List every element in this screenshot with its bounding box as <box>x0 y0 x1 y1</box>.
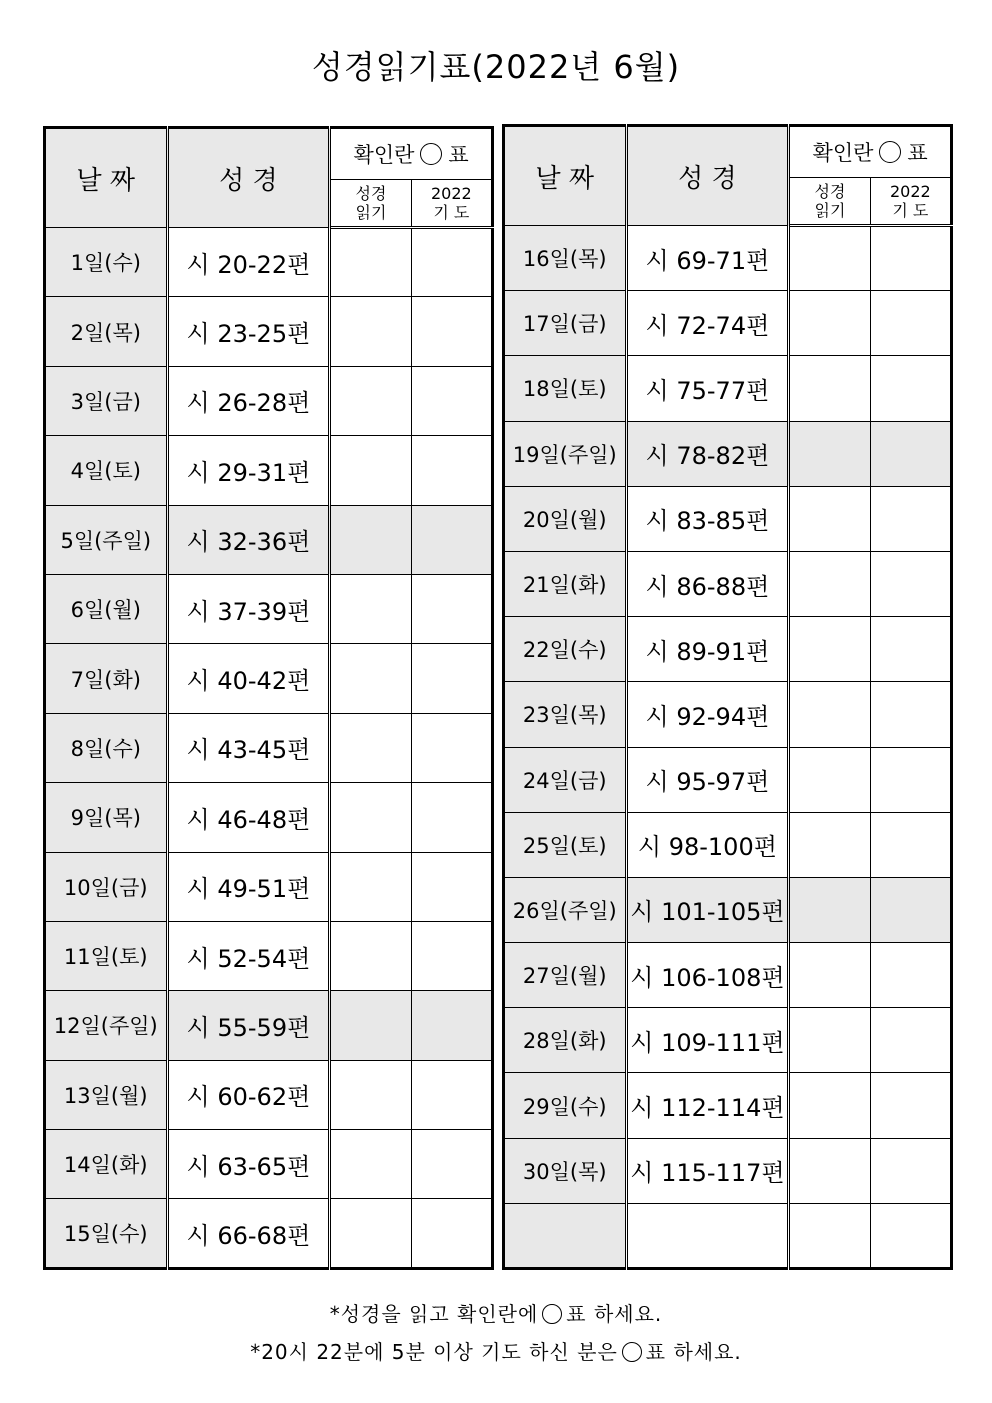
prayer-check-cell[interactable] <box>870 486 951 551</box>
reading-check-cell[interactable] <box>330 921 411 990</box>
verse-cell: 시 29-31편 <box>167 436 330 505</box>
verse-cell: 시 75-77편 <box>626 356 789 421</box>
reading-check-cell[interactable] <box>330 991 411 1060</box>
prayer-check-cell[interactable] <box>411 1199 492 1269</box>
verse-cell: 시 23-25편 <box>167 297 330 366</box>
verse-cell: 시 83-85편 <box>626 486 789 551</box>
date-cell: 3일(금) <box>45 366 168 435</box>
reading-check-cell[interactable] <box>789 356 870 421</box>
reading-check-cell[interactable] <box>789 1138 870 1203</box>
reading-check-cell[interactable] <box>330 574 411 643</box>
prayer-check-cell[interactable] <box>870 617 951 682</box>
prayer-check-cell[interactable] <box>870 943 951 1008</box>
verse-cell: 시 60-62편 <box>167 1060 330 1129</box>
reading-check-cell[interactable] <box>789 812 870 877</box>
header-reading-line2: 읽기 <box>814 201 846 220</box>
table-row <box>504 226 952 291</box>
prayer-check-cell[interactable] <box>411 783 492 852</box>
header-prayer-line2: 기 도 <box>433 203 470 222</box>
prayer-check-cell[interactable] <box>411 921 492 990</box>
reading-check-cell[interactable] <box>789 291 870 356</box>
table-row <box>504 943 952 1008</box>
reading-table-right <box>502 124 953 1270</box>
date-cell: 5일(주일) <box>45 505 168 574</box>
circle-icon <box>622 1342 642 1362</box>
page-title: 성경읽기표(2022년 6월) <box>311 48 681 86</box>
header-check-prefix: 확인란 <box>353 143 415 167</box>
header-reading-line1: 성경 <box>355 184 387 203</box>
verse-cell: 시 86-88편 <box>626 551 789 616</box>
reading-check-cell[interactable] <box>789 617 870 682</box>
verse-cell: 시 109-111편 <box>626 1008 789 1073</box>
reading-check-cell[interactable] <box>330 713 411 782</box>
prayer-check-cell[interactable] <box>870 226 951 291</box>
date-cell: 11일(토) <box>45 921 168 990</box>
header-verse: 성 경 <box>626 126 789 226</box>
prayer-check-cell[interactable] <box>870 421 951 486</box>
table-row <box>504 682 952 747</box>
prayer-check-cell[interactable] <box>411 1130 492 1199</box>
prayer-check-cell[interactable] <box>411 436 492 505</box>
date-cell: 27일(월) <box>504 943 627 1008</box>
prayer-check-cell[interactable] <box>411 991 492 1060</box>
verse-cell: 시 69-71편 <box>626 226 789 291</box>
note-prayer-after: 표 하세요. <box>645 1340 742 1364</box>
note-reading-before: *성경을 읽고 확인란에 <box>329 1302 539 1326</box>
table-row <box>45 505 493 574</box>
date-cell: 12일(주일) <box>45 991 168 1060</box>
verse-cell <box>626 1203 789 1268</box>
reading-check-cell[interactable] <box>330 783 411 852</box>
prayer-check-cell[interactable] <box>870 356 951 421</box>
verse-cell: 시 63-65편 <box>167 1130 330 1199</box>
prayer-check-cell[interactable] <box>411 852 492 921</box>
date-cell: 19일(주일) <box>504 421 627 486</box>
header-reading-line2: 읽기 <box>355 203 387 222</box>
header-prayer-line1: 2022 <box>430 184 472 203</box>
table-row <box>504 291 952 356</box>
reading-check-cell[interactable] <box>789 877 870 942</box>
reading-check-cell[interactable] <box>330 505 411 574</box>
prayer-check-cell[interactable] <box>411 297 492 366</box>
verse-cell: 시 72-74편 <box>626 291 789 356</box>
date-cell: 25일(토) <box>504 812 627 877</box>
verse-cell: 시 40-42편 <box>167 644 330 713</box>
reading-check-cell[interactable] <box>330 852 411 921</box>
table-row <box>504 617 952 682</box>
reading-check-cell[interactable] <box>789 682 870 747</box>
reading-check-cell[interactable] <box>330 228 411 297</box>
prayer-check-cell[interactable] <box>870 877 951 942</box>
date-cell: 8일(수) <box>45 713 168 782</box>
reading-check-cell[interactable] <box>330 1060 411 1129</box>
prayer-check-cell[interactable] <box>870 291 951 356</box>
verse-cell: 시 37-39편 <box>167 574 330 643</box>
table-row <box>504 356 952 421</box>
date-cell: 6일(월) <box>45 574 168 643</box>
verse-cell: 시 32-36편 <box>167 505 330 574</box>
verse-cell: 시 89-91편 <box>626 617 789 682</box>
date-cell: 7일(화) <box>45 644 168 713</box>
verse-cell: 시 20-22편 <box>167 228 330 297</box>
date-cell: 10일(금) <box>45 852 168 921</box>
prayer-check-cell[interactable] <box>411 574 492 643</box>
table-row <box>45 1060 493 1129</box>
reading-check-cell[interactable] <box>789 1008 870 1073</box>
reading-check-cell[interactable] <box>789 226 870 291</box>
reading-table-left <box>43 126 494 1270</box>
prayer-check-cell[interactable] <box>870 682 951 747</box>
circle-icon <box>879 141 901 163</box>
table-row <box>504 486 952 551</box>
table-row <box>45 297 493 366</box>
reading-check-cell[interactable] <box>330 366 411 435</box>
table-row <box>45 921 493 990</box>
note-prayer <box>0 1336 992 1365</box>
date-cell: 26일(주일) <box>504 877 627 942</box>
table-row <box>504 877 952 942</box>
table-row <box>45 228 493 297</box>
reading-check-cell[interactable] <box>330 436 411 505</box>
table-row <box>45 644 493 713</box>
date-cell: 23일(목) <box>504 682 627 747</box>
prayer-check-cell[interactable] <box>870 747 951 812</box>
table-row <box>45 1199 493 1269</box>
prayer-check-cell[interactable] <box>411 505 492 574</box>
table-row <box>45 852 493 921</box>
verse-cell: 시 26-28편 <box>167 366 330 435</box>
reading-check-cell[interactable] <box>789 486 870 551</box>
verse-cell: 시 43-45편 <box>167 713 330 782</box>
reading-check-cell[interactable] <box>789 943 870 1008</box>
header-check-suffix: 표 <box>448 143 469 167</box>
table-row <box>504 551 952 616</box>
reading-check-cell[interactable] <box>330 1199 411 1269</box>
date-cell: 21일(화) <box>504 551 627 616</box>
prayer-check-cell[interactable] <box>870 1073 951 1138</box>
verse-cell: 시 101-105편 <box>626 877 789 942</box>
date-cell: 2일(목) <box>45 297 168 366</box>
table-row <box>45 366 493 435</box>
header-prayer-line1: 2022 <box>889 182 931 201</box>
reading-check-cell[interactable] <box>330 297 411 366</box>
header-reading <box>789 178 870 226</box>
table-row <box>504 1008 952 1073</box>
header-date: 날 짜 <box>45 128 168 228</box>
table-row <box>504 1203 952 1268</box>
verse-cell: 시 46-48편 <box>167 783 330 852</box>
header-check-prefix: 확인란 <box>812 141 874 165</box>
verse-cell: 시 52-54편 <box>167 921 330 990</box>
prayer-check-cell[interactable] <box>870 1138 951 1203</box>
date-cell: 28일(화) <box>504 1008 627 1073</box>
table-row <box>45 436 493 505</box>
table-row <box>504 421 952 486</box>
note-reading <box>0 1298 992 1327</box>
table-row <box>45 574 493 643</box>
prayer-check-cell[interactable] <box>411 644 492 713</box>
table-row <box>45 1130 493 1199</box>
verse-cell: 시 66-68편 <box>167 1199 330 1269</box>
date-cell: 4일(토) <box>45 436 168 505</box>
header-check-suffix: 표 <box>907 141 928 165</box>
reading-check-cell[interactable] <box>789 421 870 486</box>
date-cell: 9일(목) <box>45 783 168 852</box>
header-reading <box>330 180 411 228</box>
header-verse: 성 경 <box>167 128 330 228</box>
header-date: 날 짜 <box>504 126 627 226</box>
prayer-check-cell[interactable] <box>870 1203 951 1268</box>
verse-cell: 시 98-100편 <box>626 812 789 877</box>
date-cell: 22일(수) <box>504 617 627 682</box>
date-cell: 30일(목) <box>504 1138 627 1203</box>
circle-icon <box>542 1304 562 1324</box>
prayer-check-cell[interactable] <box>870 1008 951 1073</box>
table-row <box>45 713 493 782</box>
prayer-check-cell[interactable] <box>411 1060 492 1129</box>
reading-check-cell[interactable] <box>789 1203 870 1268</box>
note-prayer-before: *20시 22분에 5분 이상 기도 하신 분은 <box>250 1340 618 1364</box>
header-reading-line1: 성경 <box>814 182 846 201</box>
date-cell: 16일(목) <box>504 226 627 291</box>
date-cell: 13일(월) <box>45 1060 168 1129</box>
verse-cell: 시 115-117편 <box>626 1138 789 1203</box>
verse-cell: 시 106-108편 <box>626 943 789 1008</box>
header-check <box>330 128 493 180</box>
table-row <box>504 747 952 812</box>
prayer-check-cell[interactable] <box>870 812 951 877</box>
header-prayer <box>411 180 492 228</box>
prayer-check-cell[interactable] <box>411 228 492 297</box>
verse-cell: 시 49-51편 <box>167 852 330 921</box>
note-reading-after: 표 하세요. <box>566 1302 663 1326</box>
header-prayer-line2: 기 도 <box>892 201 929 220</box>
date-cell <box>504 1203 627 1268</box>
date-cell: 14일(화) <box>45 1130 168 1199</box>
header-prayer <box>870 178 951 226</box>
verse-cell: 시 95-97편 <box>626 747 789 812</box>
prayer-check-cell[interactable] <box>411 366 492 435</box>
table-row <box>504 1073 952 1138</box>
table-row <box>504 812 952 877</box>
verse-cell: 시 55-59편 <box>167 991 330 1060</box>
date-cell: 18일(토) <box>504 356 627 421</box>
prayer-check-cell[interactable] <box>870 551 951 616</box>
reading-check-cell[interactable] <box>789 747 870 812</box>
circle-icon <box>420 143 442 165</box>
table-row <box>45 783 493 852</box>
table-row <box>45 991 493 1060</box>
verse-cell: 시 92-94편 <box>626 682 789 747</box>
prayer-check-cell[interactable] <box>411 713 492 782</box>
verse-cell: 시 78-82편 <box>626 421 789 486</box>
verse-cell: 시 112-114편 <box>626 1073 789 1138</box>
date-cell: 15일(수) <box>45 1199 168 1269</box>
date-cell: 17일(금) <box>504 291 627 356</box>
header-check <box>789 126 952 178</box>
reading-check-cell[interactable] <box>330 1130 411 1199</box>
date-cell: 20일(월) <box>504 486 627 551</box>
date-cell: 1일(수) <box>45 228 168 297</box>
reading-check-cell[interactable] <box>330 644 411 713</box>
reading-check-cell[interactable] <box>789 1073 870 1138</box>
date-cell: 24일(금) <box>504 747 627 812</box>
table-row <box>504 1138 952 1203</box>
reading-check-cell[interactable] <box>789 551 870 616</box>
date-cell: 29일(수) <box>504 1073 627 1138</box>
